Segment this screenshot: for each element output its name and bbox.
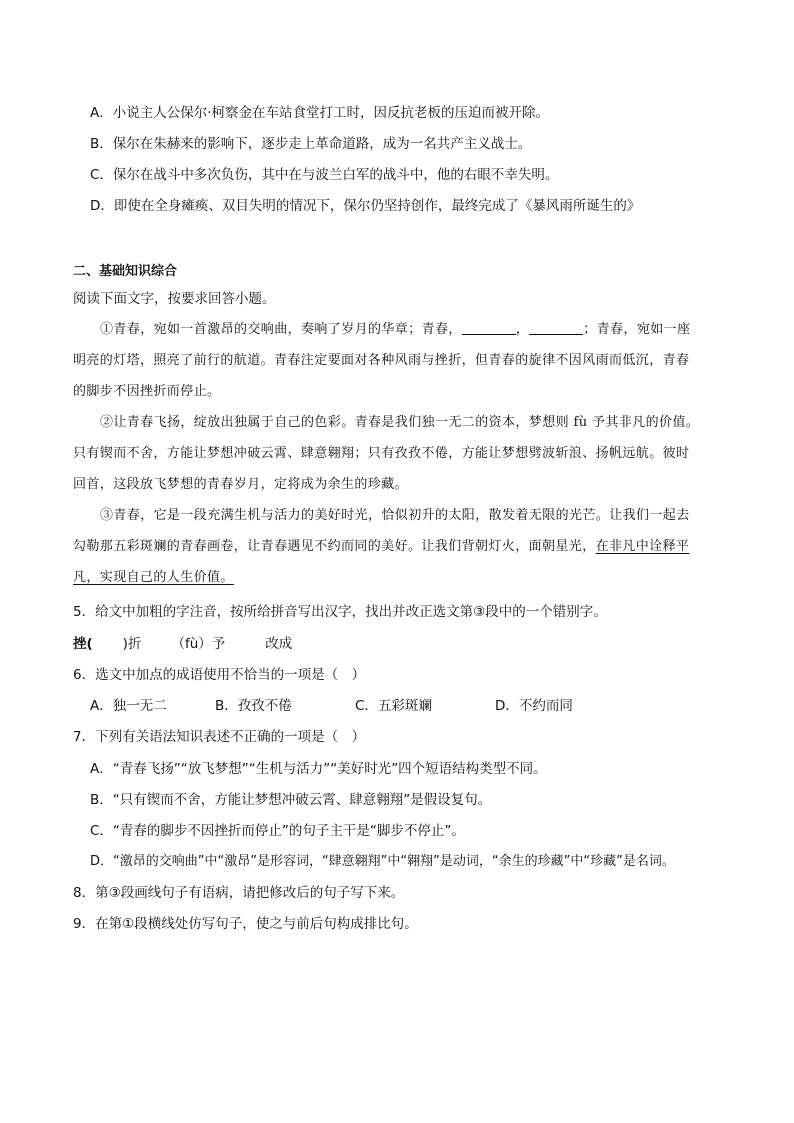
para3-line3 (73, 568, 234, 588)
question-8: 8．第③段画线句子有语病，请把修改后的句子写下来。 (73, 885, 405, 901)
option-c: C．保尔在战斗中多次负伤，其中在与波兰白军的战斗中，他的右眼不幸失明。 (90, 167, 559, 183)
q5-correction: 改成 (265, 636, 293, 652)
option-d: D．即使在全身瘫痪、双目失明的情况下，保尔仍坚持创作，最终完成了《暴风雨所诞生的》 (90, 198, 641, 214)
question-9: 9．在第①段横线处仿写句子，使之与前后句构成排比句。 (73, 916, 418, 932)
q5-char-1-close: )折 (122, 636, 142, 652)
q7-option-c[interactable]: C．“青春的脚步不因挫折而停止”的句子主干是“脚步不停止”。 (90, 823, 465, 839)
section-title: 二、基础知识综合 (73, 264, 178, 279)
para2-line1: ②让青春飞扬，绽放出独属于自己的色彩。青春是我们独一无二的资本，梦想则 fù 予其非凡的价值。 (100, 415, 700, 430)
q7-option-b[interactable]: B．“只有锲而不舍，方能让梦想冲破云霄、肆意翱翔”是假设复句。 (90, 792, 492, 808)
para1-line3: 的脚步不因挫折而停止。 (73, 384, 221, 399)
para3-line1: ③青春，它是一段充满生机与活力的美好时光，恰似初升的太阳，散发着无限的光芒。让我们一起去 (100, 508, 690, 523)
para2-line3: 回首，这段放飞梦想的青春岁月，定将成为余生的珍藏。 (73, 477, 409, 492)
para1-line1: ①青春，宛如一首激昂的交响曲，奏响了岁月的华章；青春， ， ；青春，宛如一座 (100, 322, 691, 337)
underlined-sentence: 在非凡中诠释平 (595, 539, 690, 554)
question-6-options (90, 696, 573, 716)
question-5-answers (73, 634, 292, 654)
q6-option-a[interactable]: A．独一无二 (90, 698, 167, 714)
option-a: A．小说主人公保尔·柯察金在车站食堂打工时，因反抗老板的压迫而被开除。 (90, 105, 550, 121)
fill-blank-1[interactable] (462, 322, 516, 335)
para2-line2: 只有锲而不舍，方能让梦想冲破云霄、肆意翱翔；只有孜孜不倦，方能让梦想劈波斩浪、扬帆远航。彼时 (73, 446, 690, 461)
q6-option-c[interactable]: C．五彩斑斓 (355, 698, 432, 714)
q6-option-d[interactable]: D．不约而同 (495, 698, 573, 714)
reading-passage (73, 320, 728, 590)
question-6: 6．选文中加点的成语使用不恰当的一项是（ ） (73, 667, 366, 683)
q5-char-2: （fù）予 (171, 636, 226, 652)
option-b: B．保尔在朱赫来的影响下，逐步走上革命道路，成为一名共产主义战士。 (90, 136, 532, 152)
q7-option-a[interactable]: A．“青春飞扬”“放飞梦想”“生机与活力”“美好时光”四个短语结构类型不同。 (90, 761, 547, 777)
q5-char-1-open: 挫( (73, 636, 93, 652)
fill-blank-2[interactable] (529, 322, 583, 335)
instruction: 阅读下面文字，按要求回答小题。 (73, 291, 276, 307)
underlined-sentence-end: 凡，实现自己的人生价值。 (73, 570, 234, 585)
q7-option-d[interactable]: D．“激昂的交响曲”中“激昂”是形容词，“肆意翱翔”中“翱翔”是动词，“余生的珍藏”中“珍藏”是名词。 (90, 854, 675, 869)
para1-line2: 明亮的灯塔，照亮了前行的航道。青春注定要面对各种风雨与挫折，但青春的旋律不因风雨而低沉，青春 (73, 353, 690, 368)
question-7: 7．下列有关语法知识表述不正确的一项是（ ） (73, 729, 366, 745)
para3-line2: 勾勒那五彩斑斓的青春画卷，让青春遇见不约而同的美好。让我们背朝灯火，面朝星光，在非凡中诠释平 (73, 539, 690, 554)
question-5: 5．给文中加粗的字注音，按所给拼音写出汉字，找出并改正选文第③段中的一个错别字。 (73, 604, 607, 620)
q6-option-b[interactable]: B．孜孜不倦 (215, 698, 292, 714)
